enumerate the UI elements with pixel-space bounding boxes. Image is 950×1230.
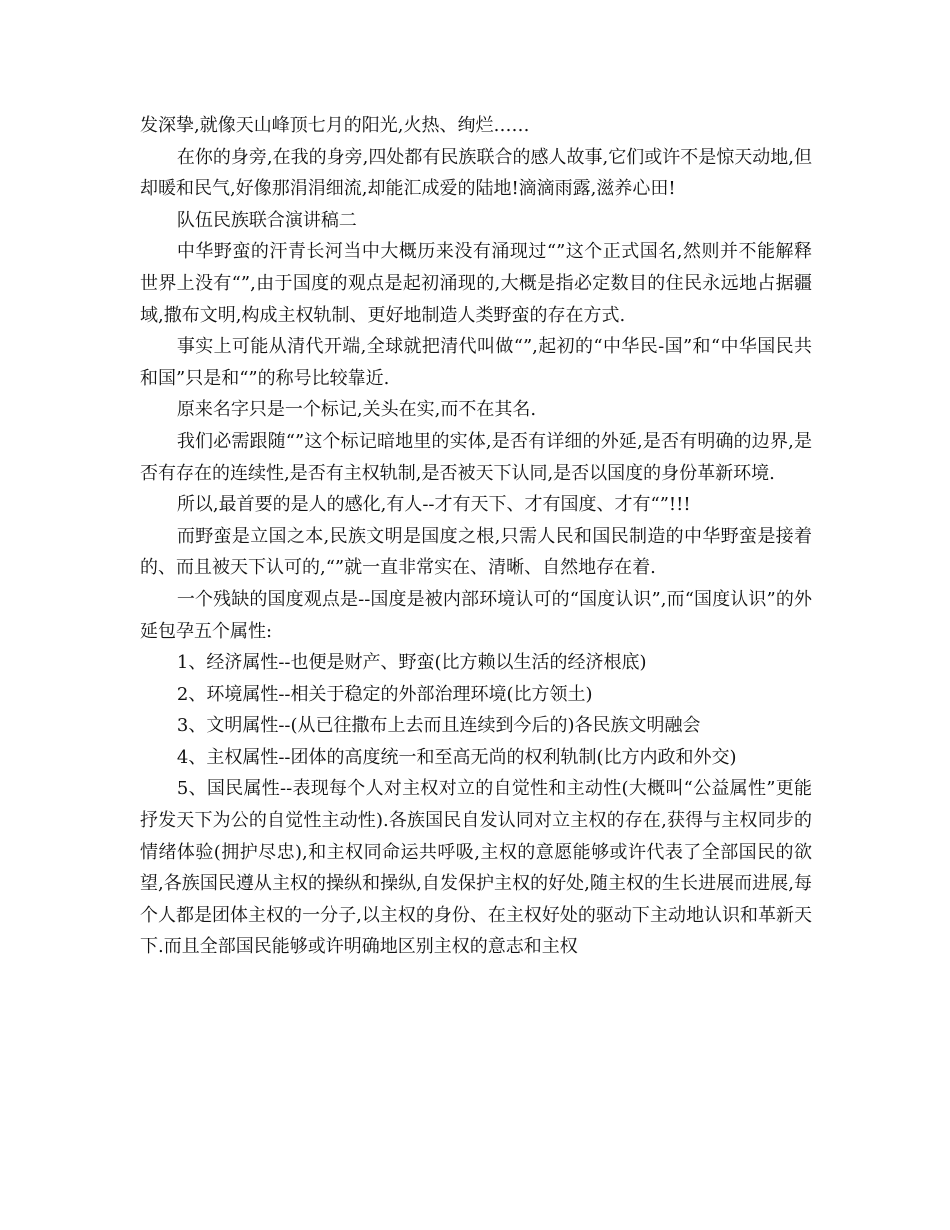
paragraph-continuation: 发深挚,就像天山峰顶七月的阳光,火热、绚烂……: [140, 115, 530, 136]
paragraph-qing-dynasty: 事实上可能从清代开端,全球就把清代叫做“”,起初的“中华民-国”和“中华国民共和国”只是和“”的称号比较靠近.: [140, 336, 812, 389]
list-item-sovereignty: 4、主权属性--团体的高度统一和至高无尚的权利轨制(比方内政和外交): [176, 746, 737, 768]
list-item-citizens: 5、国民属性--表现每个人对主权对立的自觉性和主动性(大概叫“公益属性”更能抒发天下为公的自觉性主动性).各族国民自发认同对立主权的存在,获得与主权同步的情绪体验(拥护尽忠),和主权同命运共呼吸,主权的意愿能够或许代表了全部国民的欲望,各族国民遵从主权的操纵和操纵,自发保护主权的好处,随主权的生长进展而进展,每个人都是团体主权的一分子,以主权的身份、在主权好处的驱动下主动地认识和革新天下.而且全部国民能够或许明确地区别主权的意志和主权: [140, 778, 812, 958]
list-item-culture: 3、文明属性--(从已往撒布上去而且连续到今后的)各民族文明融会: [176, 715, 701, 737]
paragraph-civilization: 而野蛮是立国之本,民族文明是国度之根,只需人民和国民制造的中华野蛮是接着的、而且被天下认可的,“”就一直非常实在、清晰、自然地存在着.: [140, 525, 812, 579]
paragraph-unity-stories: 在你的身旁,在我的身旁,四处都有民族联合的感人故事,它们或许不是惊天动地,但却暖和民气,好像那涓涓细流,却能汇成爱的陆地!滴滴雨露,滋养心田!: [140, 146, 812, 200]
paragraph-people: 所以,最首要的是人的感化,有人--才有天下、才有国度、才有“”!!!: [176, 494, 691, 516]
paragraph-state-concept: 一个残缺的国度观点是--国度是被内部环境认可的“国度认识”,而“国度认识”的外延包孕五个属性:: [140, 588, 812, 642]
section-heading: 队伍民族联合演讲稿二: [176, 209, 357, 231]
document-page: [140, 110, 812, 963]
paragraph-name-symbol: 原来名字只是一个标记,关头在实,而不在其名.: [176, 399, 537, 421]
paragraph-entity: 我们必需跟随“”这个标记暗地里的实体,是否有详细的外延,是否有明确的边界,是否有存在的连续性,是否有主权轨制,是否被天下认同,是否以国度的身份革新环境.: [140, 430, 812, 484]
list-item-environment: 2、环境属性--相关于稳定的外部治理环境(比方领土): [176, 683, 593, 705]
list-item-economic: 1、经济属性--也便是财产、野蛮(比方赖以生活的经济根底): [176, 652, 647, 674]
paragraph-history: 中华野蛮的汗青长河当中大概历来没有涌现过“”这个正式国名,然则并不能解释世界上没有“”,由于国度的观点是起初涌现的,大概是指必定数目的住民永远地占据疆域,撒布文明,构成主权轨制、更好地制造人类野蛮的存在方式.: [140, 241, 812, 326]
